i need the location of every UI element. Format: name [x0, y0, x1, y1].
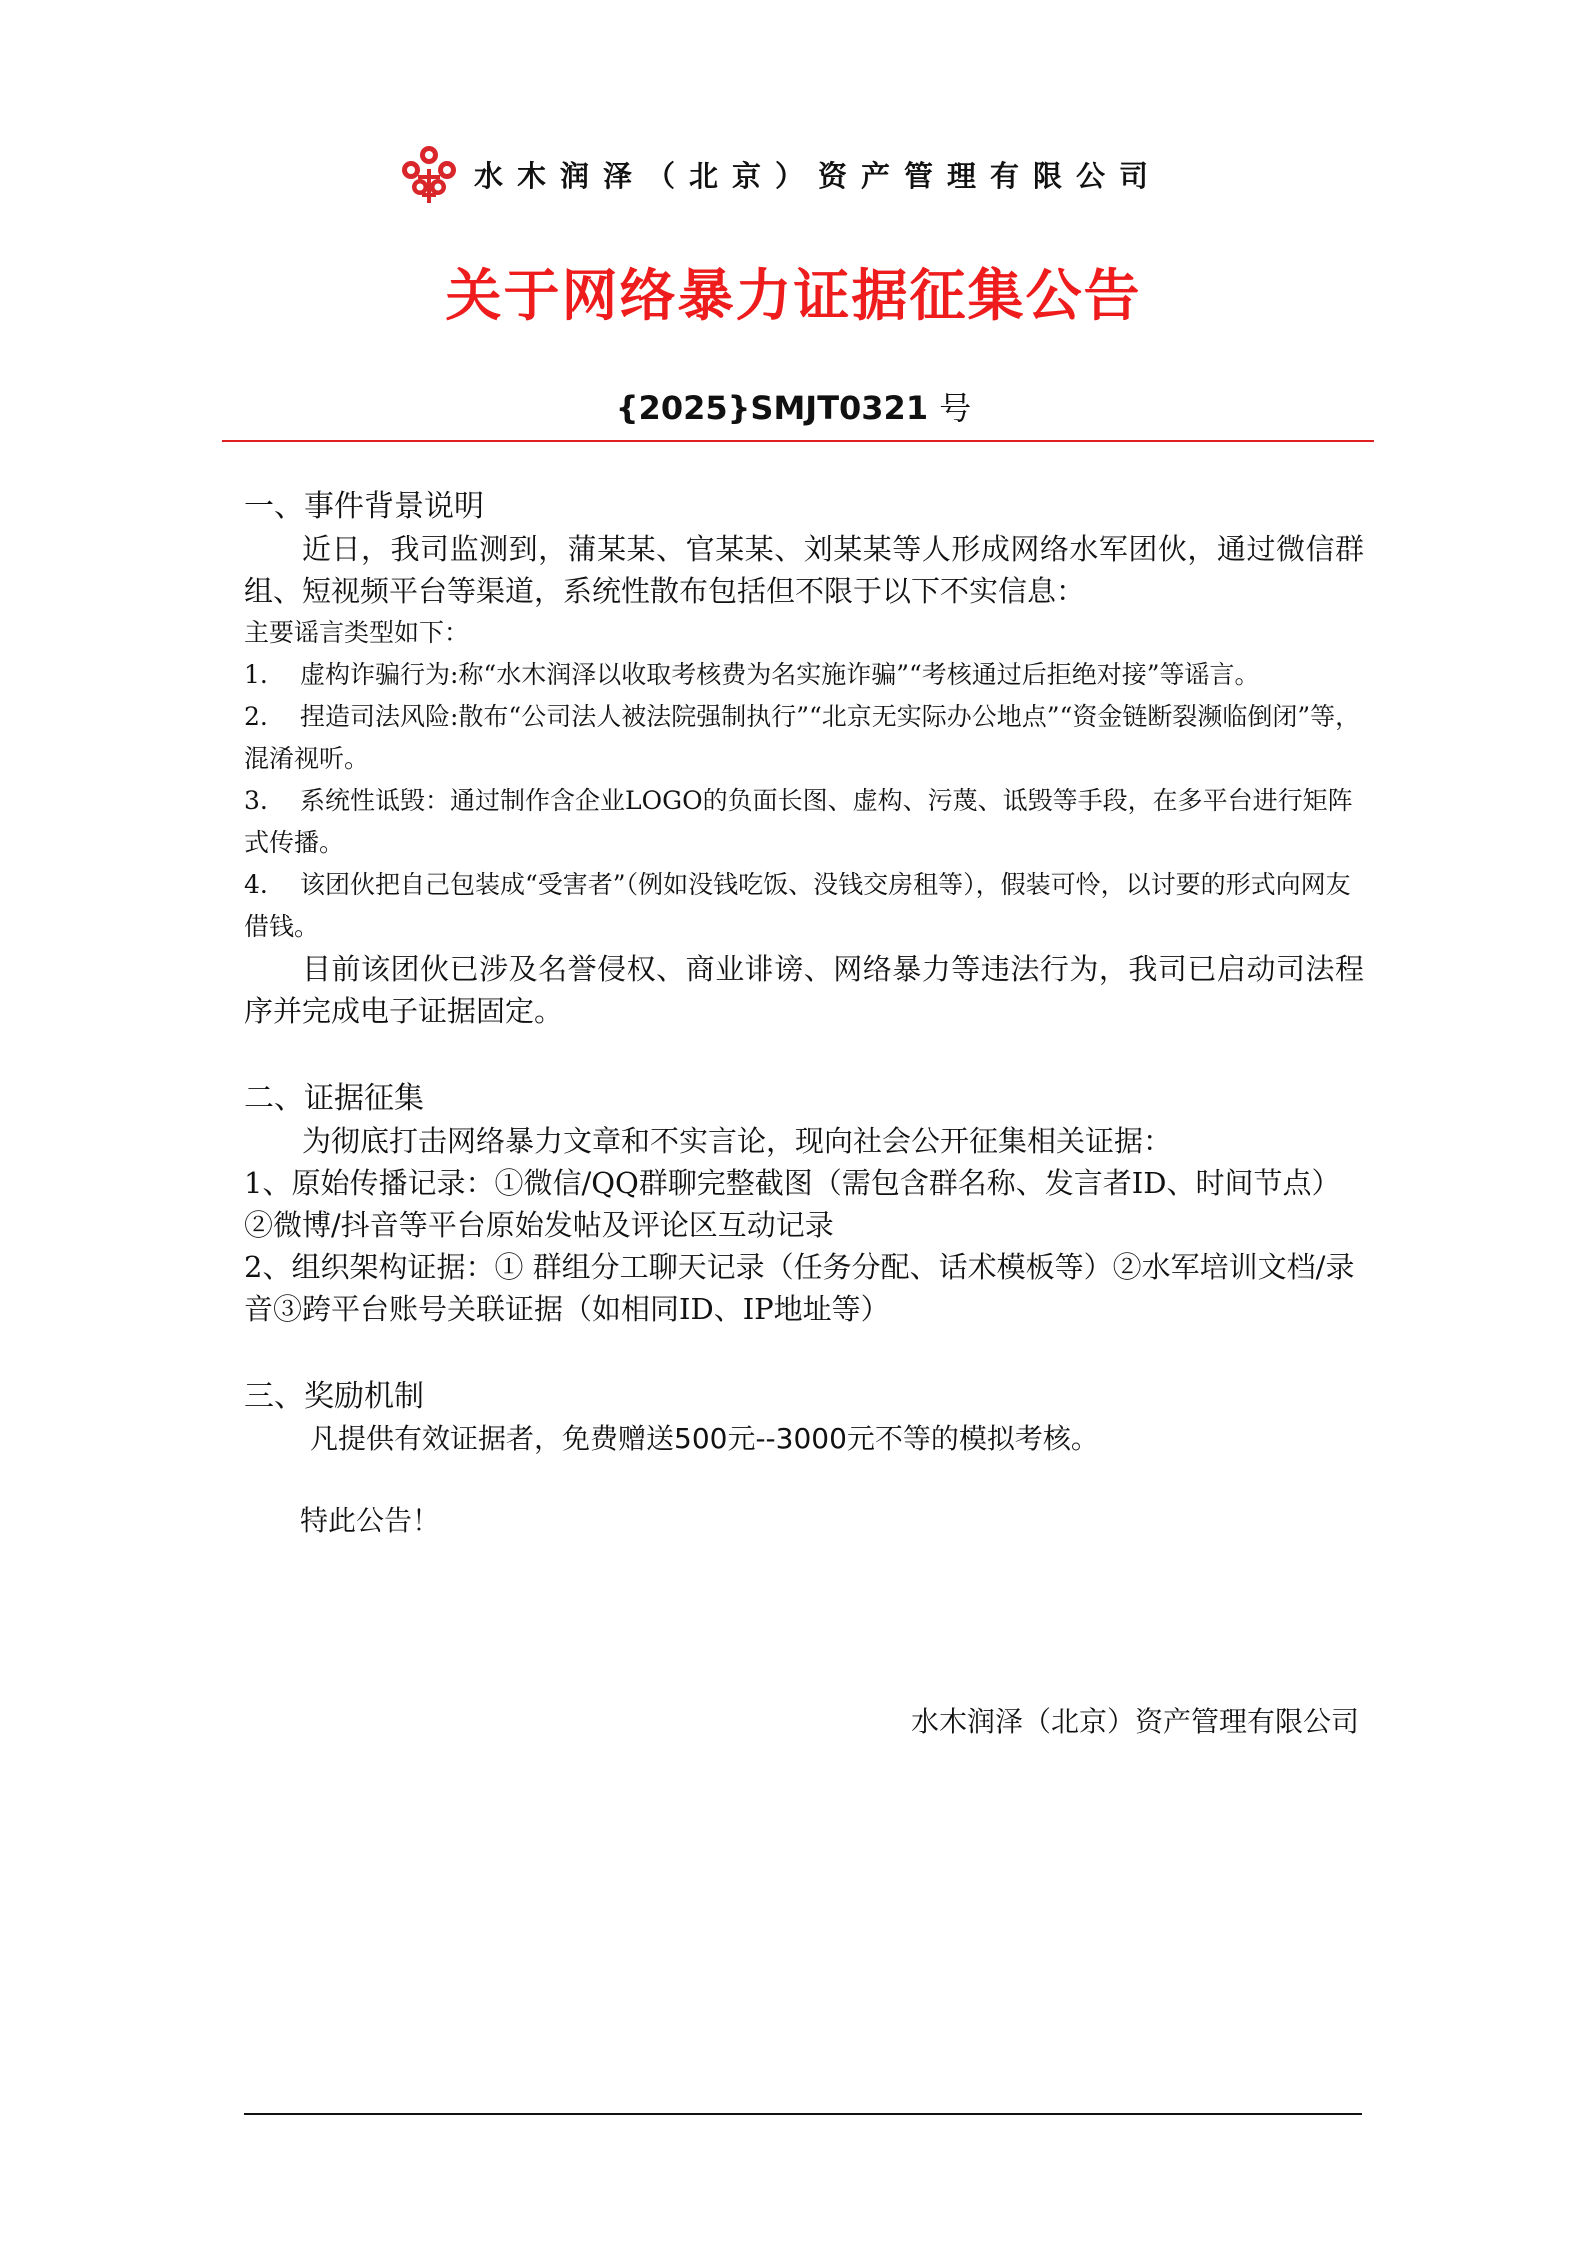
rumor-list-item [244, 780, 1364, 864]
rumor-list-item [244, 654, 1364, 696]
company-logo-icon [398, 143, 460, 205]
rumor-list-number: 2. [244, 702, 268, 731]
letterhead-company-name: 水木润泽（北京）资产管理有限公司 [474, 158, 1163, 193]
rumor-list-number: 4. [244, 870, 268, 899]
rumor-list-text: 捏造司法风险:散布“公司法人被法院强制执行”“北京无实际办公地点”“资金链断裂濒临倒闭”等，混淆视听。 [244, 702, 1361, 773]
background-intro-paragraph: 近日，我司监测到，蒲某某、官某某、刘某某等人形成网络水军团伙，通过微信群组、短视频平台等渠道，系统性散布包括但不限于以下不实信息： [244, 532, 1364, 608]
closing-statement: 特此公告！ [300, 1504, 441, 1537]
evidence-item: 2、组织架构证据：① 群组分工聊天记录（任务分配、话术模板等）②水军培训文档/录音③跨平台账号关联证据（如相同ID、IP地址等） [244, 1250, 1355, 1326]
document-body [244, 486, 1364, 1542]
background-conclusion-paragraph: 目前该团伙已涉及名誉侵权、商业诽谤、网络暴力等违法行为，我司已启动司法程序并完成电子证据固定。 [244, 952, 1364, 1028]
rumor-list-number: 1. [244, 660, 268, 689]
header-red-divider [222, 440, 1374, 442]
rumor-list-number: 3. [244, 786, 268, 815]
section-spacer [244, 1330, 1364, 1376]
rumor-list-text: 系统性诋毁：通过制作含企业LOGO的负面长图、虚构、污蔑、诋毁等手段，在多平台进行矩阵式传播。 [244, 786, 1353, 857]
section-heading-reward: 三、奖励机制 [244, 1379, 424, 1414]
section-heading-background: 一、事件背景说明 [244, 489, 484, 524]
signature-company-name: 水木润泽（北京）资产管理有限公司 [910, 1705, 1359, 1738]
rumor-list-text: 虚构诈骗行为:称“水木润泽以收取考核费为名实施诈骗”“考核通过后拒绝对接”等谣言。 [300, 660, 1260, 689]
section-spacer [244, 1032, 1364, 1078]
document-number-suffix: 号 [939, 389, 972, 427]
reward-text: 凡提供有效证据者，免费赠送500元--3000元不等的模拟考核。 [310, 1422, 1099, 1455]
footer-divider [244, 2113, 1362, 2115]
evidence-item: 1、原始传播记录：①微信/QQ群聊完整截图（需包含群名称、发言者ID、时间节点）②微博/抖音等平台原始发帖及评论区互动记录 [244, 1166, 1341, 1242]
evidence-intro-paragraph: 为彻底打击网络暴力文章和不实言论，现向社会公开征集相关证据： [302, 1124, 1173, 1158]
section-heading-evidence: 二、证据征集 [244, 1081, 424, 1116]
document-number-code: {2025}SMJT0321 [615, 389, 929, 427]
letterhead [398, 143, 1162, 205]
rumor-list-text: 该团伙把自己包装成“受害者”（例如没钱吃饭、没钱交房租等），假装可怜，以讨要的形式向网友借钱。 [244, 870, 1351, 941]
rumor-types-label: 主要谣言类型如下： [244, 618, 470, 647]
rumor-list-item [244, 696, 1364, 780]
section-spacer [244, 1460, 1364, 1500]
rumor-list-item [244, 864, 1364, 948]
document-number [0, 383, 1587, 429]
document-title: 关于网络暴力证据征集公告 [445, 263, 1142, 329]
